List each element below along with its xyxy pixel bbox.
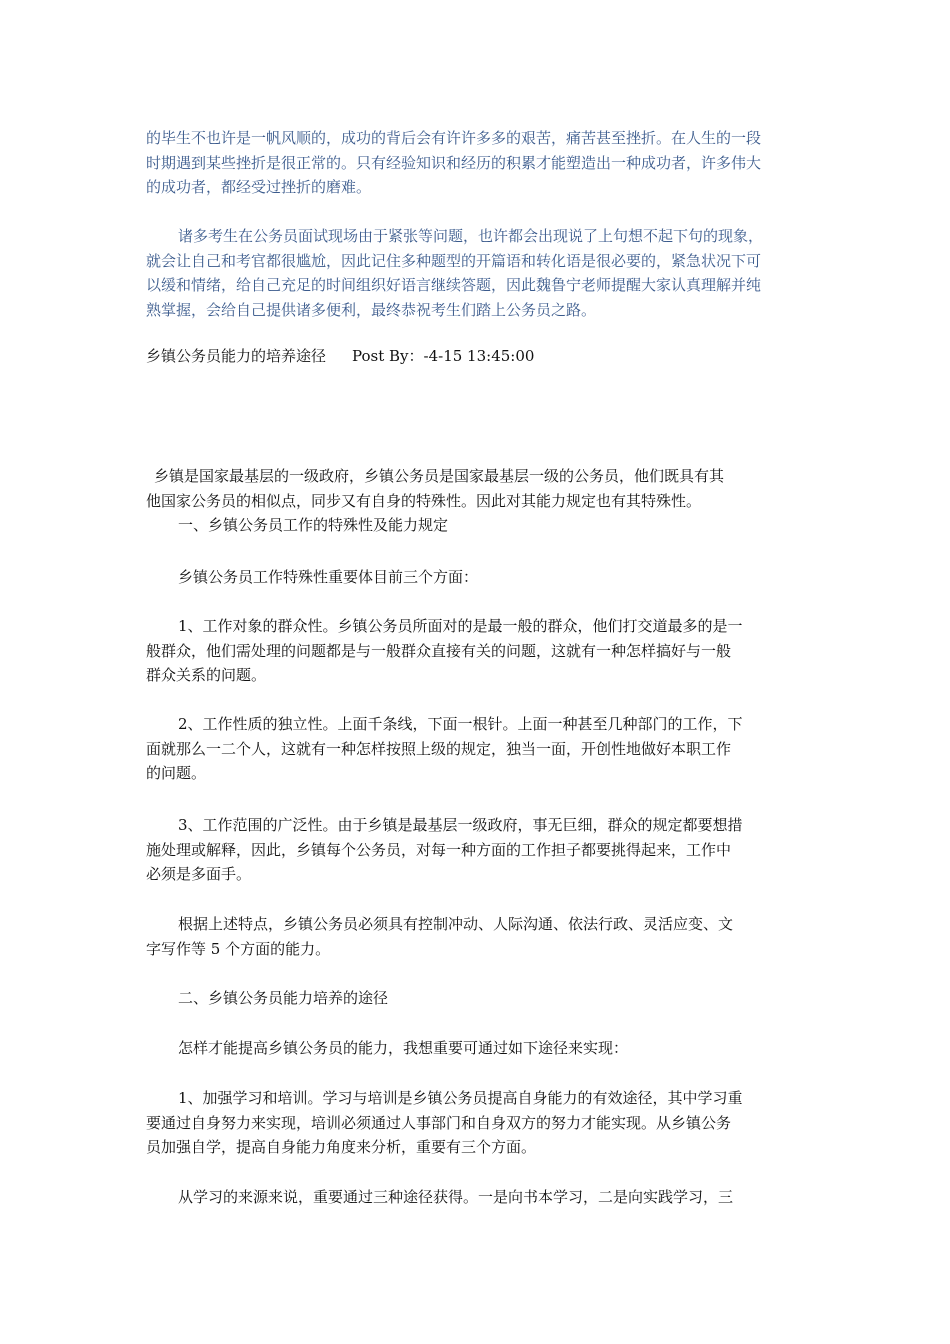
- source-point-paragraph: [146, 1185, 810, 1210]
- study-point-line-2: 要通过自身努力来实现，培训必须通过人事部门和自身双方的努力才能实现。从乡镇公务: [146, 1113, 732, 1132]
- point-one-line-2: 般群众，他们需处理的问题都是与一般群众直接有关的问题，这就有一种怎样搞好与一般: [146, 641, 732, 660]
- point-two-line-3: 的问题。: [146, 764, 207, 782]
- heading-two: 二、乡镇公务员能力培养的途径: [178, 989, 389, 1007]
- five-abilities-line-1: 根据上述特点，乡镇公务员必须具有控制冲动、人际沟通、依法行政、灵活应变、文: [178, 915, 734, 933]
- study-point-paragraph: [146, 1086, 810, 1160]
- advice-paragraph: [146, 224, 810, 322]
- heading-two-paragraph: [146, 986, 810, 1011]
- point-two-paragraph: [146, 712, 810, 786]
- three-aspects-paragraph: [146, 565, 810, 590]
- point-three-line-2: 施处理或解释，因此，乡镇每个公务员，对每一种方面的工作担子都要挑得起来，工作中: [146, 840, 732, 859]
- five-abilities-line-2: 字写作等 5 个方面的能力。: [146, 939, 331, 958]
- point-three-line-3: 必须是多面手。: [146, 865, 252, 883]
- five-abilities-paragraph: [146, 912, 810, 961]
- intro-line-2: 时期遇到某些挫折是很正常的。只有经验知识和经历的积累才能塑造出一种成功者，许多伟大: [146, 153, 762, 172]
- how-to-paragraph: [146, 1036, 810, 1061]
- post-by-timestamp: Post By：-4-15 13:45:00: [352, 347, 535, 365]
- intro-line-3: 的成功者，都经受过挫折的磨难。: [146, 178, 372, 196]
- intro-paragraph: [146, 126, 810, 200]
- source-point-line-1: 从学习的来源来说，重要通过三种途径获得。一是向书本学习，二是向实践学习，三: [178, 1188, 734, 1206]
- post-title: 乡镇公务员能力的培养途径: [146, 347, 327, 365]
- how-to-line: 怎样才能提高乡镇公务员的能力，我想重要可通过如下途径来实现：: [178, 1039, 629, 1057]
- advice-line-4: 熟掌握，会给自己提供诸多便利，最终恭祝考生们踏上公务员之路。: [146, 300, 597, 319]
- point-three-paragraph: [146, 813, 810, 887]
- advice-line-3: 以缓和情绪，给自己充足的时间组织好语言继续答题，因此魏鲁宁老师提醒大家认真理解并纯: [146, 276, 762, 294]
- three-aspects-line: 乡镇公务员工作特殊性重要体目前三个方面：: [178, 568, 479, 586]
- post-header: [146, 344, 534, 368]
- intro-line-1: 的毕生不也许是一帆风顺的，成功的背后会有许许多多的艰苦，痛苦甚至挫折。在人生的一段: [146, 129, 762, 147]
- point-one-line-3: 群众关系的问题。: [146, 666, 267, 684]
- opening-line-2: 他国家公务员的相似点，同步又有自身的特殊性。因此对其能力规定也有其特殊性。: [146, 491, 702, 510]
- heading-one: 一、乡镇公务员工作的特殊性及能力规定: [178, 516, 449, 534]
- point-two-line-2: 面就那么一二个人，这就有一种怎样按照上级的规定，独当一面，开创性地做好本职工作: [146, 739, 732, 758]
- point-one-line-1: 1、工作对象的群众性。乡镇公务员所面对的是最一般的群众，他们打交道最多的是一: [178, 617, 743, 635]
- point-two-line-1: 2、工作性质的独立性。上面千条线，下面一根针。上面一种甚至几种部门的工作，下: [178, 715, 743, 733]
- point-one-paragraph: [146, 614, 810, 688]
- advice-line-1: 诸多考生在公务员面试现场由于紧张等问题，也许都会出现说了上句想不起下句的现象，: [178, 227, 764, 245]
- point-three-line-1: 3、工作范围的广泛性。由于乡镇是最基层一级政府，事无巨细，群众的规定都要想措: [178, 816, 743, 834]
- study-point-line-3: 员加强自学，提高自身能力角度来分析，重要有三个方面。: [146, 1138, 537, 1156]
- advice-line-2: 就会让自己和考官都很尴尬，因此记住多种题型的开篇语和转化语是很必要的，紧急状况下可: [146, 251, 762, 270]
- study-point-line-1: 1、加强学习和培训。学习与培训是乡镇公务员提高自身能力的有效途径，其中学习重: [178, 1089, 743, 1107]
- article-opening: [146, 464, 810, 538]
- opening-line-1: 乡镇是国家最基层的一级政府，乡镇公务员是国家最基层一级的公务员，他们既具有其: [154, 467, 725, 485]
